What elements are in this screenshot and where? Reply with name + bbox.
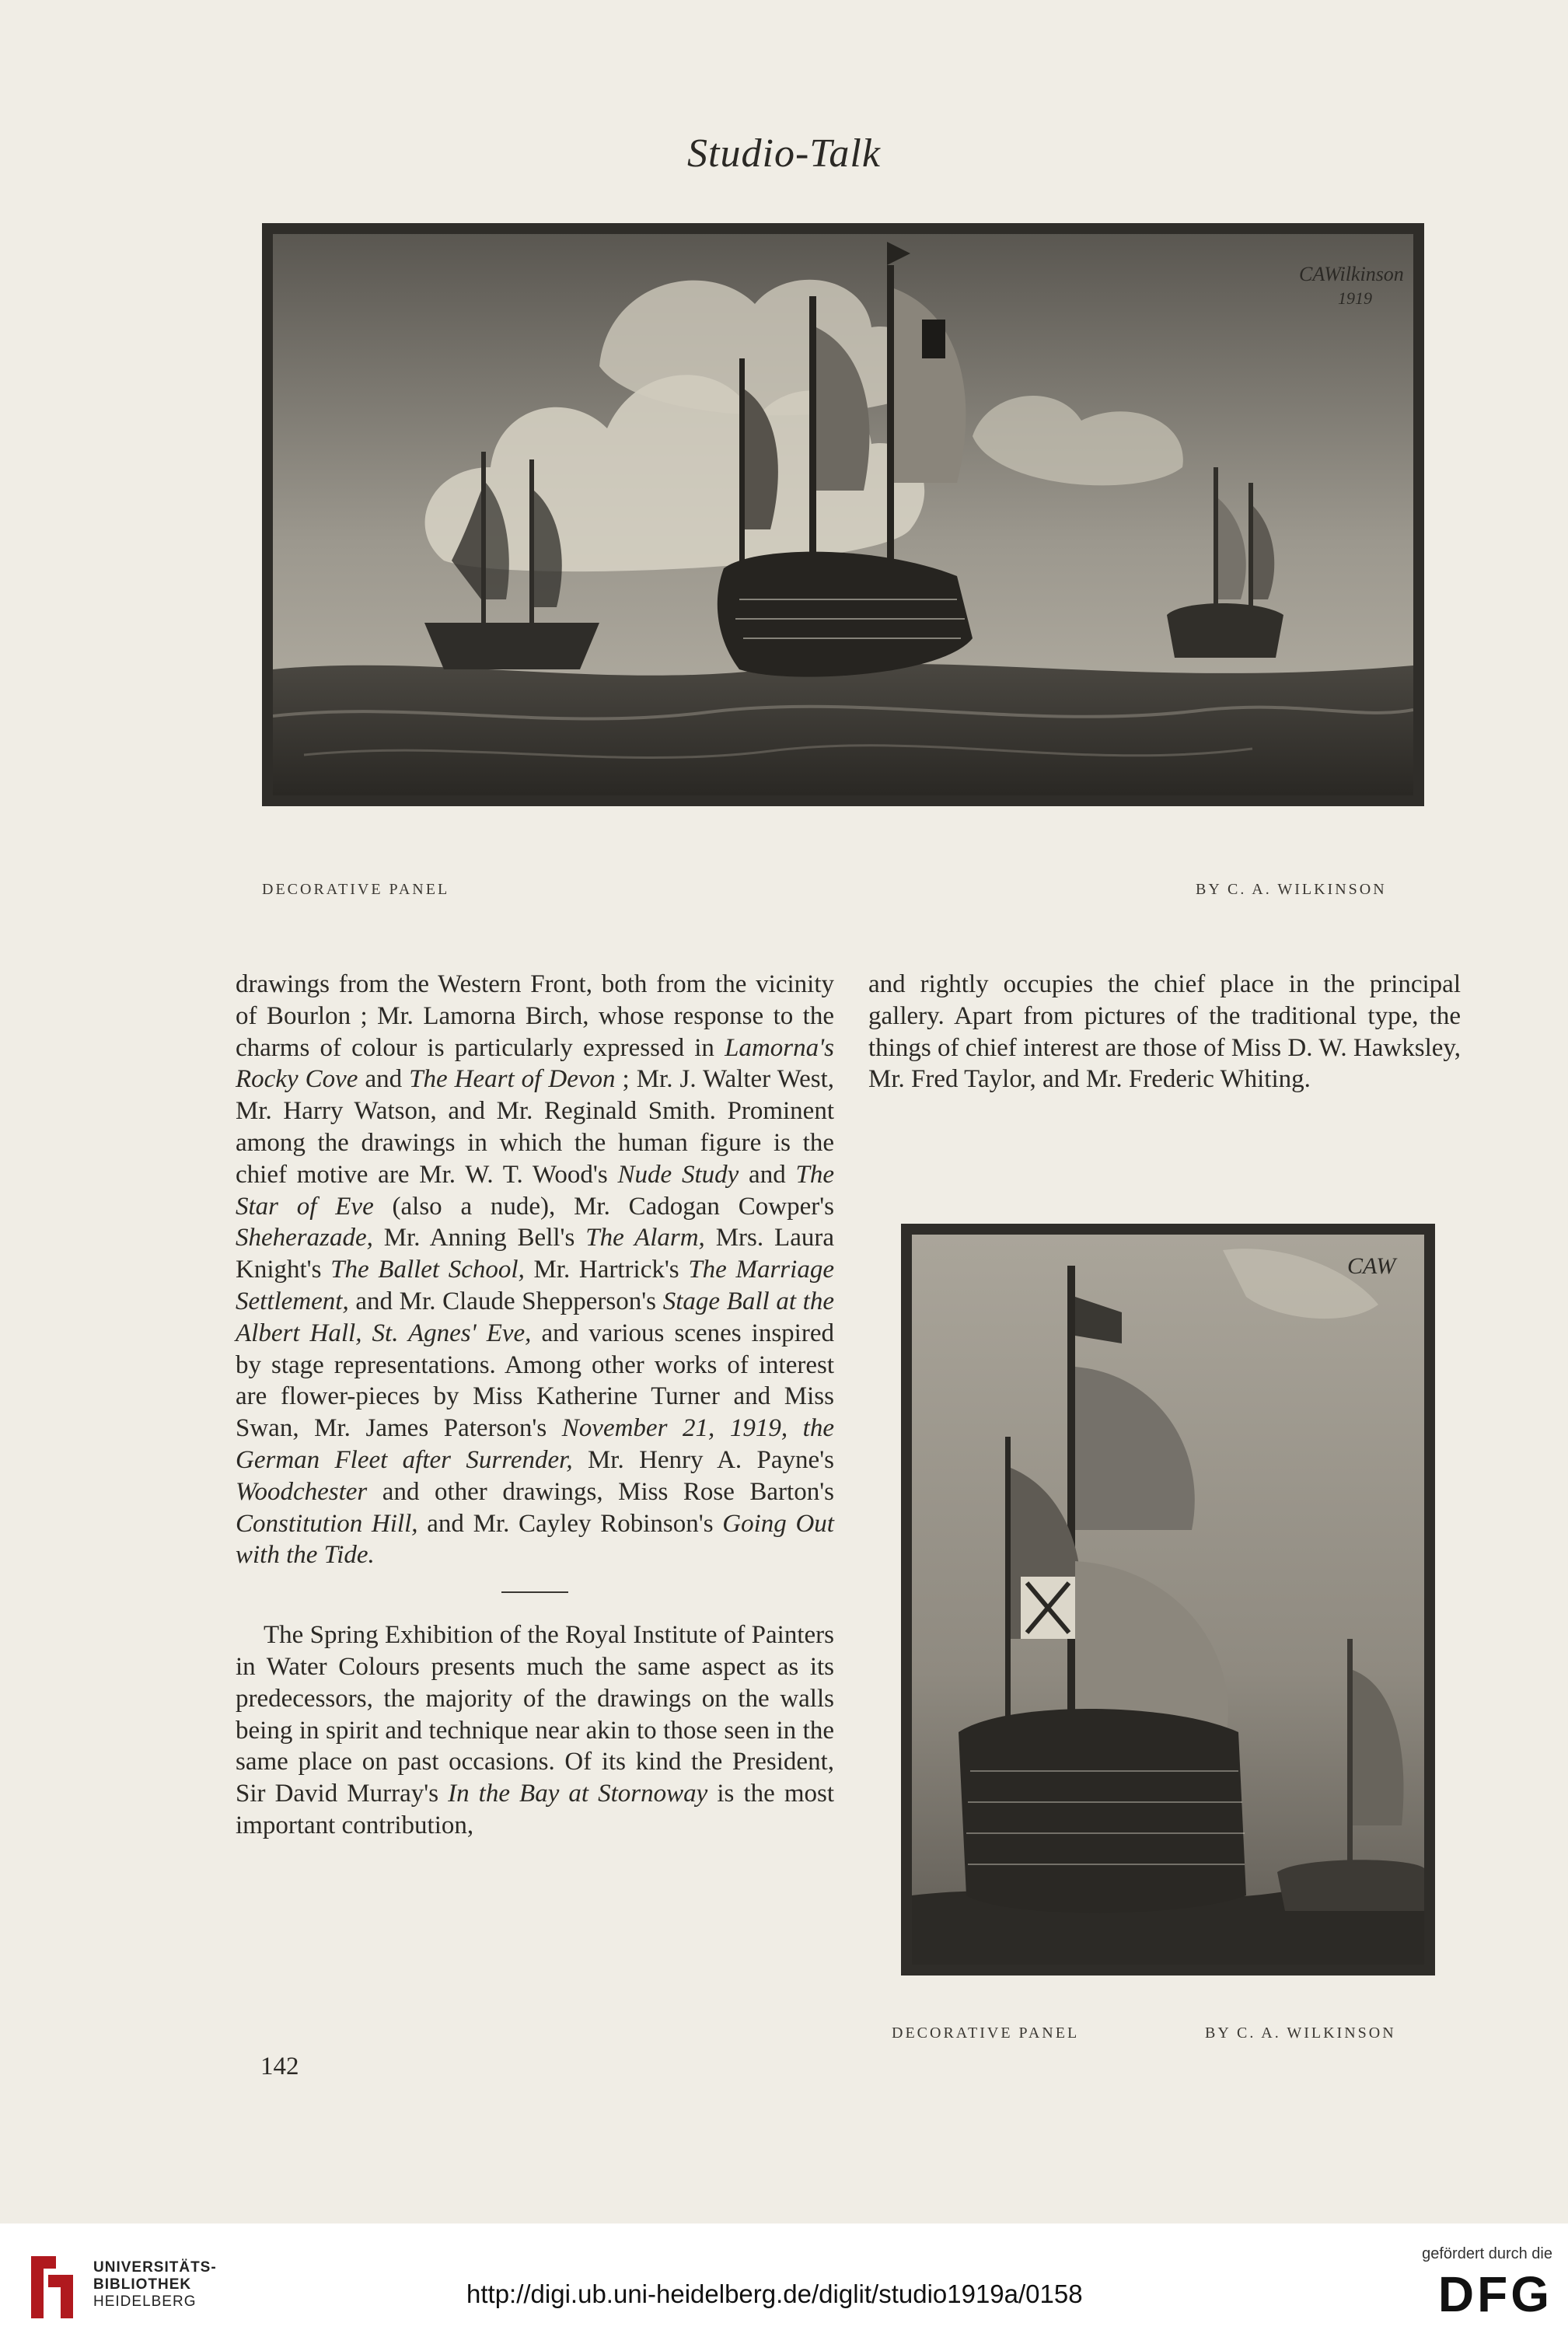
institution-line-2: BIBLIOTHEK: [93, 2276, 192, 2293]
dfg-logo: DFG: [1437, 2266, 1552, 2322]
university-library-logo-icon: [25, 2250, 79, 2328]
svg-text:CAW: CAW: [1347, 1253, 1396, 1279]
left-paragraph-1: drawings from the Western Front, both from the vicinity of Bourlon ; Mr. Lamorna Birch, whose response to the charms of colour is particularly expressed in Lamorna's Rocky Cove and The Heart of Devon ; Mr. J. Walter West, Mr. Harry Watson, and Mr. Reginald Smith. Prominent among the drawings in which the human figure is the chief motive are Mr. W. T. Wood's Nude Study and The Star of Eve (also a nude), Mr. Cadogan Cowper's Sheherazade, Mr. Anning Bell's The Alarm, Mrs. Laura Knight's The Ballet School, Mr. Hartrick's The Marriage Settlement, and Mr. Claude Shepperson's Stage Ball at the Albert Hall, St. Agnes' Eve, and various scenes inspired by stage representations. Among other works of interest are flower-pieces by Miss Katherine Turner and Miss Swan, Mr. James Paterson's November 21, 1919, the German Fleet after Surrender, Mr. Henry A. Payne's Woodchester and other drawings, Miss Rose Barton's Constitution Hill, and Mr. Cayley Robinson's Going Out with the Tide.: [236, 970, 835, 1570]
section-divider: [501, 1591, 568, 1593]
source-url-link[interactable]: http://digi.ub.uni-heidelberg.de/diglit/studio1919a/0158: [466, 2279, 1083, 2308]
footer-bar: [0, 2223, 1568, 2351]
institution-line-1: UNIVERSITÄTS-: [93, 2259, 217, 2276]
left-text-column: [236, 969, 834, 1842]
galleon-painting-image: [912, 1235, 1424, 1965]
decorative-panel-illustration-top: [262, 223, 1424, 806]
funder-block: [1422, 2245, 1552, 2322]
figure-1-caption-left: DECORATIVE PANEL: [262, 881, 450, 898]
institution-name: [93, 2259, 217, 2311]
page-number: 142: [260, 2052, 299, 2080]
svg-text:CAWilkinson: CAWilkinson: [1299, 263, 1404, 285]
figure-2-caption-left: DECORATIVE PANEL: [892, 2024, 1080, 2042]
institution-line-3: HEIDELBERG: [93, 2293, 197, 2310]
left-paragraph-2: The Spring Exhibition of the Royal Institute of Painters in Water Colours presents much the same aspect as its predecessors, the majority of the drawings on the walls being in spirit and technique near akin to those seen in the same place on past occasions. Of its kind the President, Sir David Murray's In the Bay at Stornoway is the most important contribution,: [236, 1621, 835, 1839]
decorative-panel-illustration-side: [901, 1224, 1435, 1975]
funder-text: gefördert durch die: [1422, 2245, 1552, 2262]
right-paragraph-1: and rightly occupies the chief place in the principal gallery. Apart from pictures of the traditional type, the things of chief interest are those of Miss D. W. Hawksley, Mr. Fred Taylor, and Mr. Frederic Whiting.: [868, 970, 1461, 1094]
galleon-painting-image: [273, 234, 1413, 795]
right-text-column: [868, 969, 1461, 1095]
svg-text:1919: 1919: [1338, 288, 1372, 308]
figure-2-caption-right: BY C. A. WILKINSON: [1205, 2024, 1396, 2042]
running-title: Studio-Talk: [687, 131, 881, 176]
figure-1-caption-right: BY C. A. WILKINSON: [1196, 881, 1387, 898]
